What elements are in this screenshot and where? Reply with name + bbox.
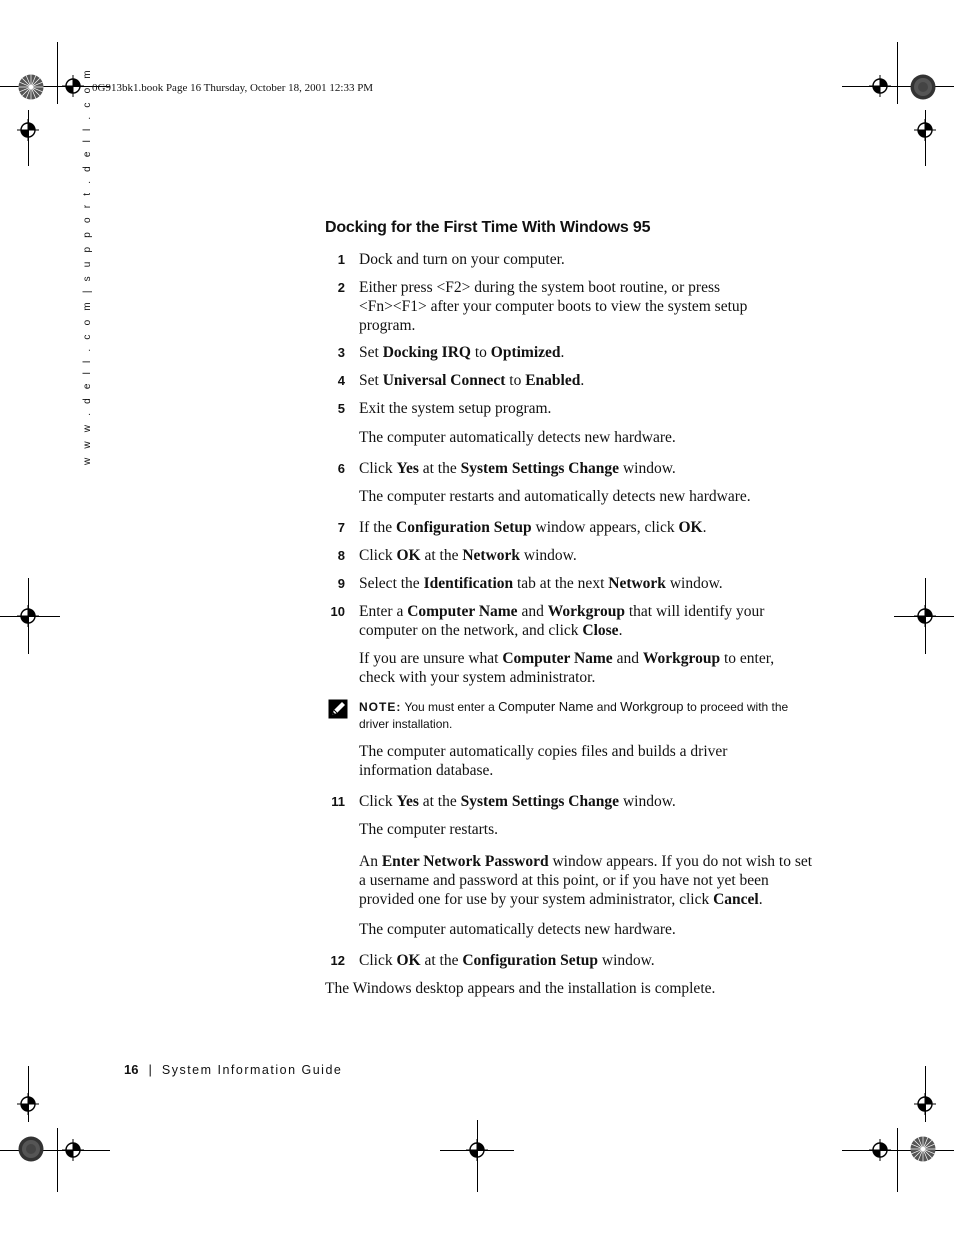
step-text [359, 574, 814, 593]
step-number: 11 [331, 794, 345, 809]
note-term: Workgroup [620, 699, 684, 714]
note-label: NOTE: [359, 700, 402, 714]
text-run: computer on the network, and click [359, 622, 583, 639]
step-text [359, 546, 814, 565]
text-run: window. [619, 793, 676, 810]
note-pencil-icon [328, 699, 348, 719]
bold-term: OK [396, 547, 421, 564]
step-text [359, 951, 814, 970]
bold-term: Yes [396, 460, 419, 477]
crop-mark [842, 86, 954, 87]
text-run: to enter, [720, 650, 775, 667]
info-paragraph [359, 852, 814, 909]
step-line: <Fn><F1> after your computer boots to view the system setup [359, 298, 748, 315]
step-number: 3 [337, 345, 345, 360]
side-url: w w w . d e l l . c o m | s u p p o r t . d e l l . c o m [82, 67, 93, 465]
text-run: An [359, 853, 382, 870]
page-footer [124, 1062, 342, 1077]
bold-term: Cancel [713, 891, 759, 908]
step-text: Dock and turn on your computer. [359, 251, 565, 268]
bold-term: OK [396, 952, 421, 969]
text-run: window. [619, 460, 676, 477]
registration-target-icon [17, 119, 39, 141]
text-run: window. [665, 575, 723, 592]
color-rosette-icon [910, 1136, 936, 1162]
info-paragraph: The computer automatically detects new hardware. [359, 429, 676, 446]
bold-term: Optimized [490, 344, 561, 361]
text-run: Set [359, 372, 383, 389]
bold-term: Configuration Setup [396, 519, 532, 536]
registration-target-icon [17, 1093, 39, 1115]
text-run: that will identify your [624, 603, 765, 620]
bold-term: Computer Name [502, 650, 613, 667]
bold-term: Universal Connect [382, 372, 506, 389]
step-10 [325, 602, 815, 640]
text-run: and [517, 603, 548, 620]
registration-target-icon [466, 1139, 488, 1161]
text-run: Click [359, 793, 397, 810]
step-text [359, 343, 814, 362]
text-run: Enter a [359, 603, 408, 620]
text-run: at the [418, 793, 461, 810]
info-paragraph [359, 742, 814, 780]
text-run: . [618, 622, 623, 639]
closing-paragraph: The Windows desktop appears and the installation is complete. [325, 980, 716, 997]
step-number: 10 [330, 604, 345, 619]
text-run: window appears. If you do not wish to set [548, 853, 813, 870]
registration-target-icon [62, 1139, 84, 1161]
text-run: . [702, 519, 707, 536]
text-run: to [505, 372, 526, 389]
text-run: window. [598, 952, 655, 969]
bold-term: Workgroup [547, 603, 625, 620]
text-run: provided one for use by your system administrator, click [359, 891, 714, 908]
text-run: window appears, click [531, 519, 679, 536]
text-run: at the [420, 547, 463, 564]
step-text [359, 459, 814, 478]
crop-mark [897, 1128, 898, 1192]
step-text [359, 602, 814, 640]
text-run: a username and password at this point, or if you have not yet been [359, 872, 769, 889]
section-heading: Docking for the First Time With Windows 95 [325, 219, 651, 236]
registration-target-icon [62, 75, 84, 97]
text-run: to [470, 344, 491, 361]
text-run: and [612, 650, 643, 667]
text-run: . [560, 344, 565, 361]
note-box [359, 698, 817, 733]
step-number: 8 [337, 548, 345, 563]
info-paragraph: The computer automatically detects new hardware. [359, 921, 676, 938]
text-run: information database. [359, 762, 494, 779]
bold-term: Close [582, 622, 619, 639]
bold-term: Network [608, 575, 666, 592]
crop-mark [57, 42, 58, 104]
step-number: 2 [337, 280, 345, 295]
step-number: 9 [337, 576, 345, 591]
text-run: and [593, 700, 621, 714]
color-rosette-icon [910, 74, 936, 100]
registration-target-icon [914, 1093, 936, 1115]
bold-term: System Settings Change [460, 793, 620, 810]
page-number: 16 [124, 1062, 139, 1077]
step-line: Either press <F2> during the system boot routine, or press [359, 279, 721, 296]
bold-term: Identification [423, 575, 514, 592]
bold-term: Docking IRQ [382, 344, 471, 361]
step-line: program. [359, 317, 416, 334]
step-number: 4 [337, 373, 345, 388]
color-rosette-icon [18, 1136, 44, 1162]
registration-target-icon [17, 605, 39, 627]
text-run: Click [359, 952, 397, 969]
color-rosette-icon [18, 74, 44, 100]
guide-title: System Information Guide [161, 1063, 343, 1077]
bold-term: Enter Network Password [381, 853, 549, 870]
step-text: Exit the system setup program. [359, 400, 552, 417]
step-number: 7 [337, 520, 345, 535]
print-slug: 0G913bk1.book Page 16 Thursday, October 18, 2001 12:33 PM [92, 82, 374, 94]
bold-term: System Settings Change [460, 460, 620, 477]
step-text [359, 792, 814, 811]
text-run: at the [420, 952, 463, 969]
bold-term: Workgroup [642, 650, 721, 667]
text-run: The computer automatically copies files and builds a driver [359, 743, 728, 760]
text-run: If the [359, 519, 397, 536]
crop-mark [842, 1150, 954, 1151]
registration-target-icon [869, 75, 891, 97]
bold-term: Yes [396, 793, 419, 810]
text-run: You must enter a [401, 700, 499, 714]
text-run: Click [359, 547, 397, 564]
step-text [359, 371, 814, 390]
text-run: Select the [359, 575, 424, 592]
footer-separator: | [148, 1062, 152, 1077]
text-run: Set [359, 344, 383, 361]
registration-target-icon [914, 119, 936, 141]
info-paragraph [359, 649, 814, 687]
text-run: at the [418, 460, 461, 477]
text-run: Click [359, 460, 397, 477]
bold-term: Enabled [525, 372, 581, 389]
registration-target-icon [914, 605, 936, 627]
step-text [359, 518, 814, 537]
bold-term: OK [678, 519, 703, 536]
bold-term: Network [462, 547, 521, 564]
text-run: window. [520, 547, 577, 564]
text-run: driver installation. [359, 717, 453, 731]
text-run: tab at the next [513, 575, 609, 592]
step-number: 6 [337, 461, 345, 476]
text-run: . [580, 372, 585, 389]
step-number: 5 [337, 401, 345, 416]
text-run: to proceed with the [683, 700, 789, 714]
bold-term: Computer Name [407, 603, 518, 620]
step-number: 1 [337, 252, 345, 267]
crop-mark [897, 42, 898, 104]
bold-term: Configuration Setup [462, 952, 598, 969]
step-2 [325, 278, 815, 335]
registration-target-icon [869, 1139, 891, 1161]
step-number: 12 [330, 953, 345, 968]
step-text [359, 278, 814, 335]
crop-mark [0, 1150, 110, 1151]
text-run: . [758, 891, 763, 908]
text-run: If you are unsure what [359, 650, 503, 667]
info-paragraph: The computer restarts. [359, 821, 499, 838]
note-term: Computer Name [498, 699, 594, 714]
crop-mark [57, 1128, 58, 1192]
info-paragraph: The computer restarts and automatically detects new hardware. [359, 488, 751, 505]
text-run: check with your system administrator. [359, 669, 596, 686]
